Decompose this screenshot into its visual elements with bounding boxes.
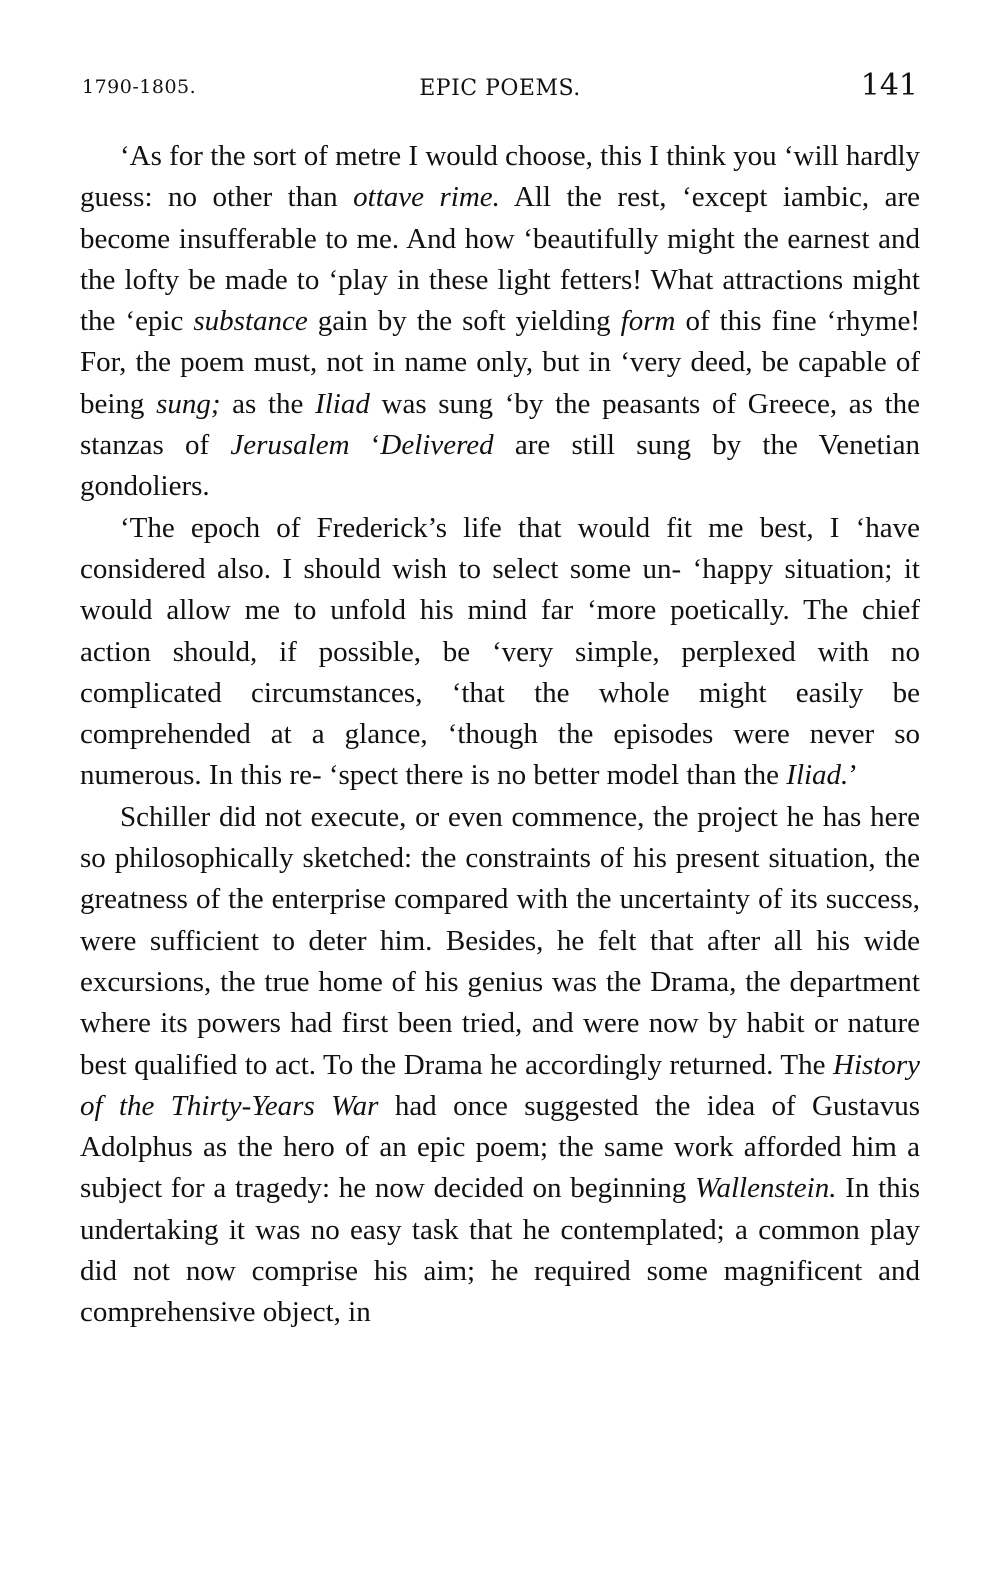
italic-text: Iliad. xyxy=(786,759,849,792)
body-text xyxy=(80,136,920,1334)
header-title: EPIC POEMS. xyxy=(419,76,581,101)
italic-text: Wallenstein. xyxy=(694,1172,837,1205)
italic-text: Jerusalem xyxy=(230,429,350,462)
header-years: 1790-1805. xyxy=(82,76,197,98)
italic-text: History of the Thirty-Years War xyxy=(80,1048,920,1122)
italic-text: ottave rime. xyxy=(353,181,500,214)
italic-text: Delivered xyxy=(380,429,494,462)
page-number: 141 xyxy=(860,68,918,103)
italic-text: substance xyxy=(193,305,308,338)
paragraph: ‘As for the sort of metre I would choose, this I think you ‘will hardly guess: no other than ottave rime. All the rest, ‘except iambic, are become insufferable to me. And how ‘beautifully might the earnest and the lofty be made to ‘play in these light fetters! What attractions might the ‘epic substance gain by the soft yielding form of this fine ‘rhyme! For, the poem must, not in name only, but in ‘very deed, be capable of being sung; as the Iliad was sung ‘by the peasants of Greece, as the stanzas of Jerusalem ‘Delivered are still sung by the Venetian gondoliers. xyxy=(80,140,921,503)
italic-text: sung; xyxy=(156,387,221,420)
paragraph: ‘The epoch of Frederick’s life that would fit me best, I ‘have considered also. I should wish to select some un- ‘happy situation; it would allow me to unfold his mind far ‘more poetically. The chief action should, if possible, be ‘very simple, perplexed with no complicated circumstances, ‘that the whole might easily be comprehended at a glance, ‘though the episodes were never so numerous. In this re- ‘spect there is no better model than the Iliad.’ xyxy=(80,511,920,792)
paragraph: Schiller did not execute, or even commence, the project he has here so philosophically sketched: the constraints of his present situation, the greatness of the enterprise compared with the uncertainty of its success, were sufficient to deter him. Besides, he felt that after all his wide excursions, the true home of his genius was the Drama, the department where its powers had first been tried, and were now by habit or nature best qualified to act. To the Drama he accordingly returned. The History of the Thirty-Years War had once suggested the idea of Gustavus Adolphus as the hero of an epic poem; the same work afforded him a subject for a tragedy: he now decided on beginning Wallenstein. In this undertaking it was no easy task that he contemplated; a common play did not now comprise his aim; he required some magnificent and comprehensive object, in xyxy=(80,800,920,1329)
running-header xyxy=(82,68,918,108)
italic-text: Iliad xyxy=(315,387,370,420)
italic-text: form xyxy=(620,305,676,338)
